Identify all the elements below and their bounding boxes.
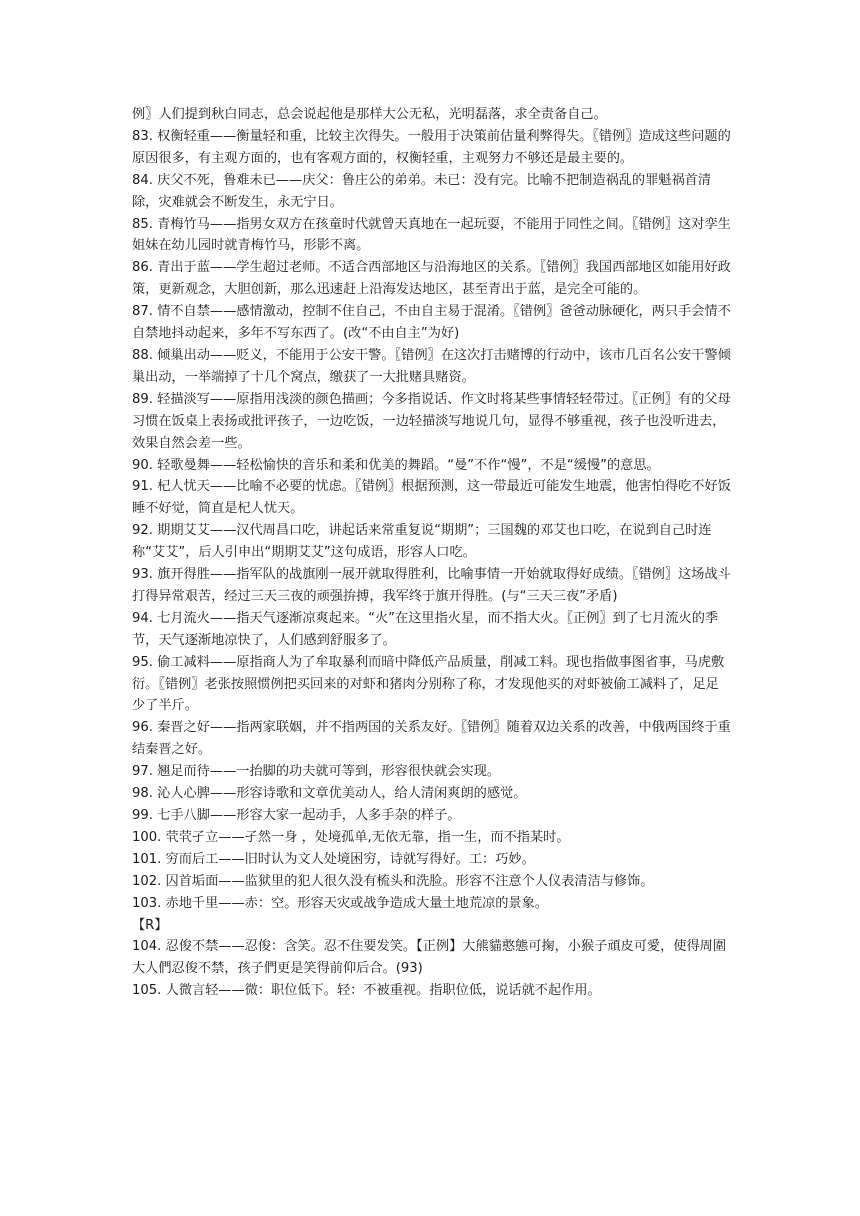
section-heading-r: 【R】 — [132, 917, 168, 933]
entry-101: 101. 穷而后工——旧时认为文人处境困穷，诗就写得好。工：巧妙。 — [132, 851, 535, 867]
entry-86: 86. 青出于蓝——学生超过老师。不适合西部地区与沿海地区的关系。〖错例〗我国西部地区如能用好政策，更新观念，大胆创新，那么迅速赶上沿海发达地区，甚至青出于蓝，是完全可能的。 — [132, 260, 731, 298]
entry-104: 104. 忍俊不禁——忍俊：含笑。忍不住要发笑。【正例】大熊貓憨態可掬，小猴子頑皮可愛，使得周圍大人們忍俊不禁，孩子們更是笑得前仰后合。(93) — [132, 939, 727, 977]
entry-96: 96. 秦晋之好——指两家联姻，并不指两国的关系友好。〖错例〗随着双边关系的改善，中俄两国终于重结秦晋之好。 — [132, 720, 731, 758]
entry-84: 84. 庆父不死，鲁难未已——庆父：鲁庄公的弟弟。未已：没有完。比喻不把制造祸乱的罪魁祸首清除，灾难就会不断发生，永无宁日。 — [132, 172, 712, 210]
entry-85: 85. 青梅竹马——指男女双方在孩童时代就曾天真地在一起玩耍，不能用于同性之间。〖错例〗这对孪生姐妹在幼儿园时就青梅竹马，形影不离。 — [132, 216, 731, 254]
entry-90: 90. 轻歌曼舞——轻松愉快的音乐和柔和优美的舞蹈。“曼”不作“慢”，不是“缓慢”的意思。 — [132, 457, 660, 473]
entry-103: 103. 赤地千里——赤：空。形容天灾或战争造成大量土地荒凉的景象。 — [132, 895, 548, 911]
entry-100: 100. 茕茕孑立——孑然一身 ，处境孤单,无依无靠，指一生，而不指某时。 — [132, 829, 570, 845]
entry-97: 97. 翘足而待——一抬脚的功夫就可等到，形容很快就会实现。 — [132, 764, 501, 780]
entry-83: 83. 权衡轻重——衡量轻和重，比较主次得失。一般用于决策前估量利弊得失。〖错例〗造成这些问题的原因很多，有主观方面的，也有客观方面的，权衡轻重，主观努力不够还是最主要的。 — [132, 128, 731, 166]
entry-102: 102. 囚首垢面——监狱里的犯人很久没有梳头和洗脸。形容不注意个人仪表清洁与修饰。 — [132, 873, 654, 889]
entry-91: 91. 杞人忧天——比喻不必要的忧虑。〖错例〗根据预测，这一带最近可能发生地震，他害怕得吃不好饭睡不好觉，简直是杞人忧天。 — [132, 479, 731, 517]
entry-105: 105. 人微言轻——微：职位低下。轻：不被重视。指职位低，说话就不起作用。 — [132, 983, 601, 999]
paragraph-82-tail: 例〗人们提到秋白同志，总会说起他是那样大公无私，光明磊落，求全责备自己。 — [132, 107, 607, 122]
entry-94: 94. 七月流火——指天气逐渐凉爽起来。“火”在这里指火星，而不指大火。〖正例〗到了七月流火的季节，天气逐渐地凉快了，人们感到舒服多了。 — [132, 610, 719, 648]
entry-98: 98. 沁人心脾——形容诗歌和文章优美动人，给人清闲爽朗的感觉。 — [132, 786, 527, 802]
entry-87: 87. 情不自禁——感情激动，控制不住自己，不由自主易于混淆。〖错例〗爸爸动脉硬化，两只手会情不自禁地抖动起来，多年不写东西了。(改“不由自主”为好) — [132, 304, 731, 342]
entry-95: 95. 偷工减料——原指商人为了牟取暴利而暗中降低产品质量，削减工料。现也指做事图省事，马虎敷衍。〖错例〗老张按照惯例把买回来的对虾和猪肉分别称了称，才发现他买的对虾被偷工减料了，足足少了半斤。 — [132, 654, 725, 714]
entry-89: 89. 轻描淡写——原指用浅淡的颜色描画；今多指说话、作文时将某些事情轻轻带过。〖正例〗有的父母习惯在饭桌上表扬或批评孩子，一边吃饭，一边轻描淡写地说几句，显得不够重视，孩子也没听进去，效果自然会差一些。 — [132, 391, 731, 451]
entry-93: 93. 旗开得胜——指军队的战旗刚一展开就取得胜利，比喻事情一开始就取得好成绩。〖错例〗这场战斗打得异常艰苦，经过三天三夜的顽强拚搏，我军终于旗开得胜。(与“三天三夜”矛盾) — [132, 567, 731, 604]
document-page — [132, 104, 732, 1002]
entry-92: 92. 期期艾艾——汉代周昌口吃，讲起话来常重复说“期期”；三国魏的邓艾也口吃，在说到自己时连称“艾艾”，后人引申出“期期艾艾”这句成语，形容人口吃。 — [132, 523, 712, 561]
entry-88: 88. 倾巢出动——贬义，不能用于公安干警。〖错例〗在这次打击赌博的行动中，该市几百名公安干警倾巢出动，一举端掉了十几个窝点，缴获了一大批赌具赌资。 — [132, 347, 731, 385]
entry-99: 99. 七手八脚——形容大家一起动手，人多手杂的样子。 — [132, 808, 461, 823]
